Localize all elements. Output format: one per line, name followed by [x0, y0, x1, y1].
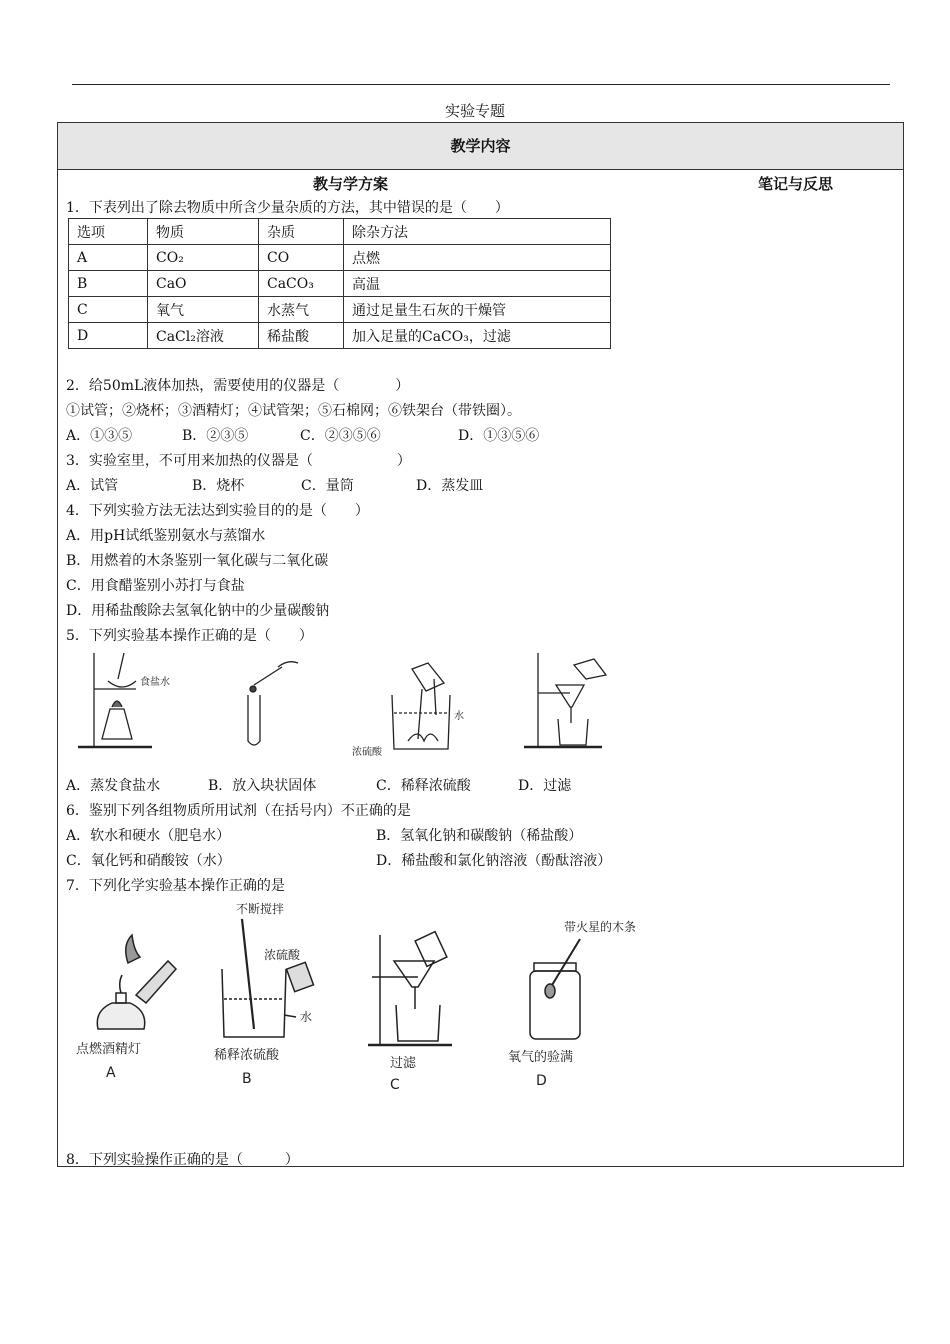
table-cell: C — [69, 297, 148, 323]
q7-fig-b-acid-label: 浓硫酸 — [264, 948, 301, 962]
q6-option-d: D．稀盐酸和氯化钠溶液（酚酞溶液） — [376, 853, 612, 869]
q6-option-b: B．氢氧化钠和碳酸钠（稀盐酸） — [376, 828, 583, 844]
q5-fig-d-filtration — [524, 653, 606, 747]
q5-stem: 5．下列实验基本操作正确的是（ ） — [66, 628, 313, 644]
page-title: 实验专题 — [444, 102, 505, 120]
table-cell: CaCl₂溶液 — [148, 323, 259, 349]
q3-option-c: C．量筒 — [301, 478, 354, 494]
q2-items: ①试管；②烧杯；③酒精灯；④试管架；⑤石棉网；⑥铁架台（带铁圈）。 — [66, 403, 521, 419]
q7-fig-b-caption: 稀释浓硫酸 — [214, 1048, 280, 1063]
table-cell: D — [69, 323, 148, 349]
q8-stem: 8．下列实验操作正确的是（ ） — [66, 1152, 299, 1168]
q5-fig-c-water-label: 水 — [454, 711, 464, 722]
q4-option-d: D．用稀盐酸除去氢氧化钠中的少量碳酸钠 — [66, 603, 330, 619]
q4-stem: 4．下列实验方法无法达到实验目的的是（ ） — [66, 503, 369, 519]
table-cell: 稀盐酸 — [259, 323, 344, 349]
q4-option-c: C．用食醋鉴别小苏打与食盐 — [66, 578, 245, 594]
table-header-cell: 选项 — [69, 219, 148, 245]
q6-option-c: C．氧化钙和硝酸铵（水） — [66, 853, 231, 869]
table-cell: 水蒸气 — [259, 297, 344, 323]
q1-table — [68, 218, 611, 349]
q7-figures-image — [72, 899, 672, 1099]
q5-option-a: A．蒸发食盐水 — [66, 778, 161, 794]
table-cell: 加入足量的CaCO₃，过滤 — [344, 323, 611, 349]
table-cell: B — [69, 271, 148, 297]
table-cell: 氧气 — [148, 297, 259, 323]
q5-fig-c-acid-label: 浓硫酸 — [352, 747, 382, 758]
table-cell: CaO — [148, 271, 259, 297]
table-cell: CaCO₃ — [259, 271, 344, 297]
q3-option-d: D．蒸发皿 — [416, 478, 484, 494]
q2-stem: 2．给50mL液体加热，需要使用的仪器是（ ） — [66, 378, 410, 394]
q7-fig-b-letter: B — [242, 1071, 252, 1087]
q4-option-b: B．用燃着的木条鉴别一氧化碳与二氧化碳 — [66, 553, 329, 569]
q2-option-c: C．②③⑤⑥ — [300, 428, 381, 444]
table-cell: 通过足量生石灰的干燥管 — [344, 297, 611, 323]
q5-fig-a-label: 食盐水 — [140, 677, 170, 688]
table-cell: A — [69, 245, 148, 271]
table-header-row — [69, 219, 611, 245]
q2-option-d: D．①③⑤⑥ — [458, 428, 540, 444]
q2-option-b: B．②③⑤ — [182, 428, 249, 444]
q3-stem: 3．实验室里，不可用来加热的仪器是（ ） — [66, 453, 411, 469]
q2-option-a: A．①③⑤ — [66, 428, 133, 444]
q4-option-a: A．用pH试纸鉴别氨水与蒸馏水 — [66, 528, 266, 544]
table-row — [69, 297, 611, 323]
lesson-frame — [57, 122, 904, 1167]
q5-option-d: D．过滤 — [518, 778, 572, 794]
table-cell: CO — [259, 245, 344, 271]
q7-fig-a-caption: 点燃酒精灯 — [76, 1042, 142, 1057]
table-header-cell: 物质 — [148, 219, 259, 245]
table-header-cell: 除杂方法 — [344, 219, 611, 245]
right-column-heading: 笔记与反思 — [758, 175, 834, 193]
table-cell: 高温 — [344, 271, 611, 297]
q7-fig-d-letter: D — [536, 1073, 547, 1089]
table-row — [69, 245, 611, 271]
q5-option-b: B．放入块状固体 — [208, 778, 317, 794]
q3-option-b: B．烧杯 — [192, 478, 245, 494]
q5-option-c: C．稀释浓硫酸 — [376, 778, 471, 794]
left-column-heading: 教与学方案 — [313, 175, 389, 193]
q5-fig-a-evaporation — [78, 653, 152, 747]
q7-fig-c-letter: C — [390, 1077, 400, 1093]
table-cell: 点燃 — [344, 245, 611, 271]
q7-fig-d-oxygen-test — [530, 939, 580, 1039]
q7-fig-b-stir-label: 不断搅拌 — [236, 902, 285, 916]
table-header-cell: 杂质 — [259, 219, 344, 245]
q7-stem: 7．下列化学实验基本操作正确的是 — [66, 878, 285, 894]
q5-figures — [72, 649, 632, 763]
q6-stem: 6．鉴别下列各组物质所用试剂（在括号内）不正确的是 — [66, 803, 411, 819]
table-row — [69, 271, 611, 297]
header-rule — [72, 84, 890, 85]
q3-option-a: A．试管 — [66, 478, 119, 494]
q7-fig-d-caption: 氧气的验满 — [508, 1050, 574, 1065]
section-heading: 教学内容 — [58, 123, 903, 170]
q5-fig-b-test-tube — [248, 662, 298, 745]
table-row — [69, 323, 611, 349]
q7-figures — [72, 899, 672, 1103]
q7-fig-b-water-label: 水 — [300, 1010, 313, 1024]
table-cell: CO₂ — [148, 245, 259, 271]
q6-option-a: A．软水和硬水（肥皂水） — [66, 828, 231, 844]
q5-figures-image — [72, 649, 632, 759]
q7-fig-a-letter: A — [106, 1065, 116, 1081]
q7-fig-c-caption: 过滤 — [390, 1056, 417, 1071]
q7-fig-d-splint-label: 带火星的木条 — [564, 920, 637, 934]
q5-fig-c-dilution — [392, 663, 450, 749]
q1-stem: 1．下表列出了除去物质中所含少量杂质的方法，其中错误的是（ ） — [66, 200, 509, 216]
q7-fig-c-filtration — [368, 932, 452, 1045]
q7-fig-a-alcohol-lamp — [97, 935, 176, 1029]
